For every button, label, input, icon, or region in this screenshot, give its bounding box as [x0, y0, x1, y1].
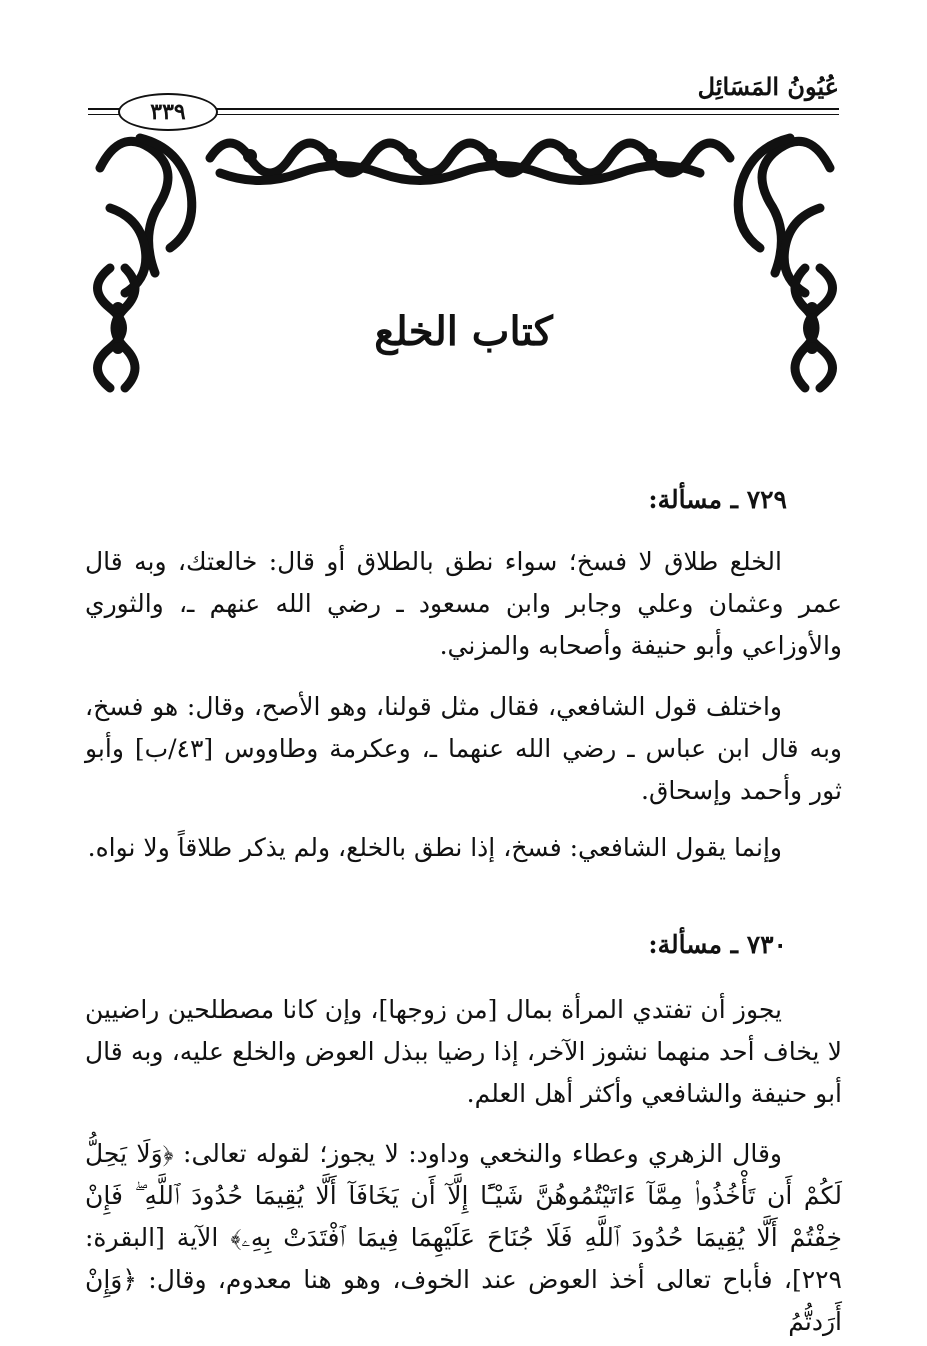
paragraph: وقال الزهري وعطاء والنخعي وداود: لا يجوز؛ لقوله تعالى: ﴿وَلَا يَحِلُّ لَكُمْ أَن تَأْخُذُوا۟ مِمَّآ ءَاتَيْتُمُوهُنَّ شَيْـًٔا إِلَّآ أَن يَخَافَآ أَلَّا يُقِيمَا حُدُودَ ٱللَّهِ ۖ فَإِنْ خِفْتُمْ أَلَّا يُقِيمَا حُدُودَ ٱللَّهِ فَلَا جُنَاحَ عَلَيْهِمَا فِيمَا ٱفْتَدَتْ بِهِۦ﴾ الآية [البقرة: ٢٢٩]، فأباح تعالى أخذ العوض عند الخوف، وهو هنا معدوم، وقال: ﴿وَإِنْ أَرَدتُّمُ	[85, 1139, 842, 1336]
paragraph: يجوز أن تفتدي المرأة بمال [من زوجها]، وإن كانا مصطلحين راضيين لا يخاف أحد منهما نشوز الآخر، إذا رضيا ببذل العوض والخلع عليه، وبه قال أبو حنيفة والشافعي وأكثر أهل العلم.	[85, 995, 842, 1108]
ornamental-frame	[80, 118, 850, 408]
paragraph: وإنما يقول الشافعي: فسخ، إذا نطق بالخلع، ولم يذكر طلاقاً ولا نواه.	[87, 833, 782, 862]
running-title: عُيُونُ المَسَائِل	[697, 72, 839, 101]
section-heading: ٧٢٩ ـ مسألة:	[648, 485, 787, 514]
section-heading: ٧٣٠ ـ مسألة:	[648, 930, 787, 959]
paragraph: واختلف قول الشافعي، فقال مثل قولنا، وهو الأصح، وقال: هو فسخ، وبه قال ابن عباس ـ رضي الله عنهما ـ، وعكرمة وطاووس [٤٣/ب] وأبو ثور وأحمد وإسحاق.	[85, 692, 842, 805]
book-title: كتاب الخلع	[374, 308, 553, 355]
page-number: ٣٣٩	[118, 93, 218, 131]
paragraph: الخلع طلاق لا فسخ؛ سواء نطق بالطلاق أو قال: خالعتك، وبه قال عمر وعثمان وعلي وجابر وابن مسعود ـ رضي الله عنهم ـ، والثوري والأوزاعي وأبو حنيفة وأصحابه والمزني.	[85, 547, 842, 660]
